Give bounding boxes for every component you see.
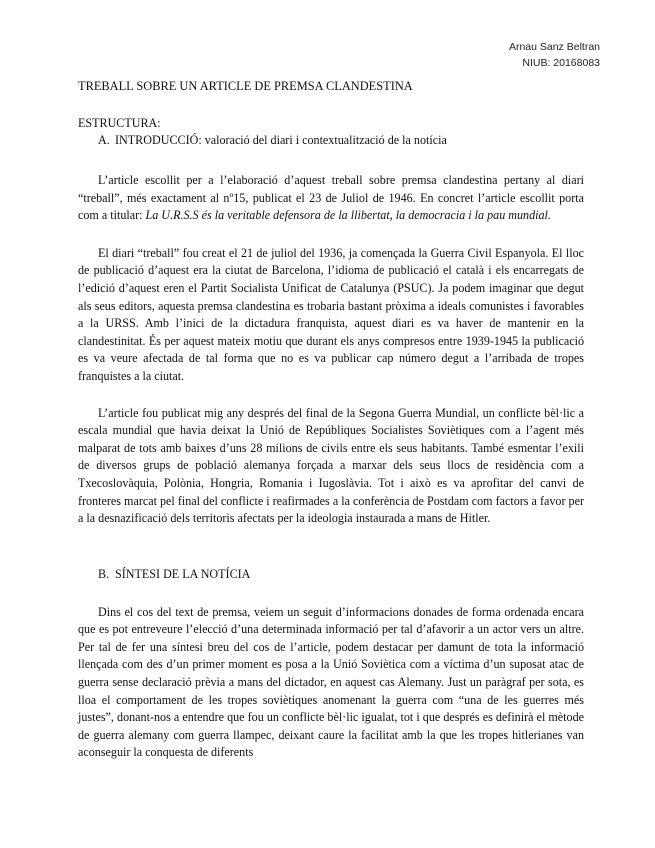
paragraph-4: Dins el cos del text de premsa, veiem un seguit d’informacions donades de forma ordenada encara que es pot entreveure l’elecció d’una determinada informació per tal d’afavorir a un actor vers un altre. Per tal de fer una síntesi breu del cos de l’article, podem destacar per damunt de tota la informació llençada com des d’un primer moment es posa a la Unió Soviètica com a víctima d’un suposat atac de guerra sense declaració prèvia a mans del dictador, en aquest cas Alemany. Just un paràgraf per sota, es lloa el comportament de les tropes soviètiques anomenant la guerra com “una de les guerres més justes”, donant-nos a entendre que fou un conflicte bèl·lic igualat, tot i que després es definirà el mètode de guerra alemany com guerra llampec, deixant caure la facilitat amb la que les tropes hitlerianes van aconseguir la conquesta de diferents: [78, 604, 584, 760]
section-b-letter: B.: [98, 566, 110, 581]
paragraph-3: L’article fou publicat mig any després del final de la Segona Guerra Mundial, un conflicte bèl·lic a escala mundial que havia deixat la Unió de Repúbliques Socialistes Soviètiques com a l’agent més malparat de tots amb baixes d’uns 28 milions de civils entre els seus habitants. També esmentar l’exili de diversos grups de població alemanya forçada a marxar dels seus llocs de residència com a Txecoslovàquia, Polònia, Hongria, Romania i Iugoslàvia. Tot i això es va aprofitar del canvi de fronteres marcat pel final del conflicte i reafirmades a la conferència de Postdam com factors a favor per a la desnazificació dels territoris afectats per la ideologia instaurada a mans de Hitler.: [78, 405, 584, 526]
document-title: TREBALL SOBRE UN ARTICLE DE PREMSA CLANDESTINA: [78, 79, 413, 93]
section-b-heading: [98, 566, 584, 583]
section-b-label: SÍNTESI DE LA NOTÍCIA: [115, 566, 251, 581]
article-headline: La U.R.S.S és la veritable defensora de la llibertat, la democracia i la pau mundial.: [145, 208, 551, 223]
paragraph-1-text: L’article escollit per a l’elaboració d’aquest treball sobre premsa clandestina pertany al diari “treball”, més exactament al nº15, publicat el 23 de Juliol de 1946. En concret l’article escollit porta com a titular:: [78, 173, 584, 223]
author-name: Arnau Sanz Beltran: [508, 41, 600, 53]
document-body: [78, 78, 584, 762]
paragraph-2: El diari “treball” fou creat el 21 de juliol del 1936, ja començada la Guerra Civil Espanyola. El lloc de publicació d’aquest era la ciutat de Barcelona, l’idioma de publicació el català i els encarregats de l’edició d’aquest eren el Partit Socialista Unificat de Catalunya (PSUC). Ja podem imaginar que degut als seus editors, aquesta premsa clandestina es trobaria bastant pròxima a ideals comunistes i favorables a la URSS. Amb l’inici de la dictadura franquista, aquest diari es va haver de mantenir en la clandestinitat. És per aquest mateix motiu que durant els anys compresos entre 1939-1945 la publicació es va veure afectada de tal forma que no es va publicar cap número degut a l’arribada de tropes franquistes a la ciutat.: [78, 245, 584, 383]
paragraph-1: [78, 172, 584, 225]
section-a-letter: A.: [98, 133, 110, 147]
section-a-label: INTRODUCCIÓ: valoració del diari i contextualització de la notícia: [115, 133, 447, 147]
author-niub: NIUB: 20168083: [522, 57, 600, 69]
structure-heading: ESTRUCTURA:: [78, 116, 161, 130]
author-block: [509, 39, 600, 71]
section-a-heading: [98, 132, 584, 149]
